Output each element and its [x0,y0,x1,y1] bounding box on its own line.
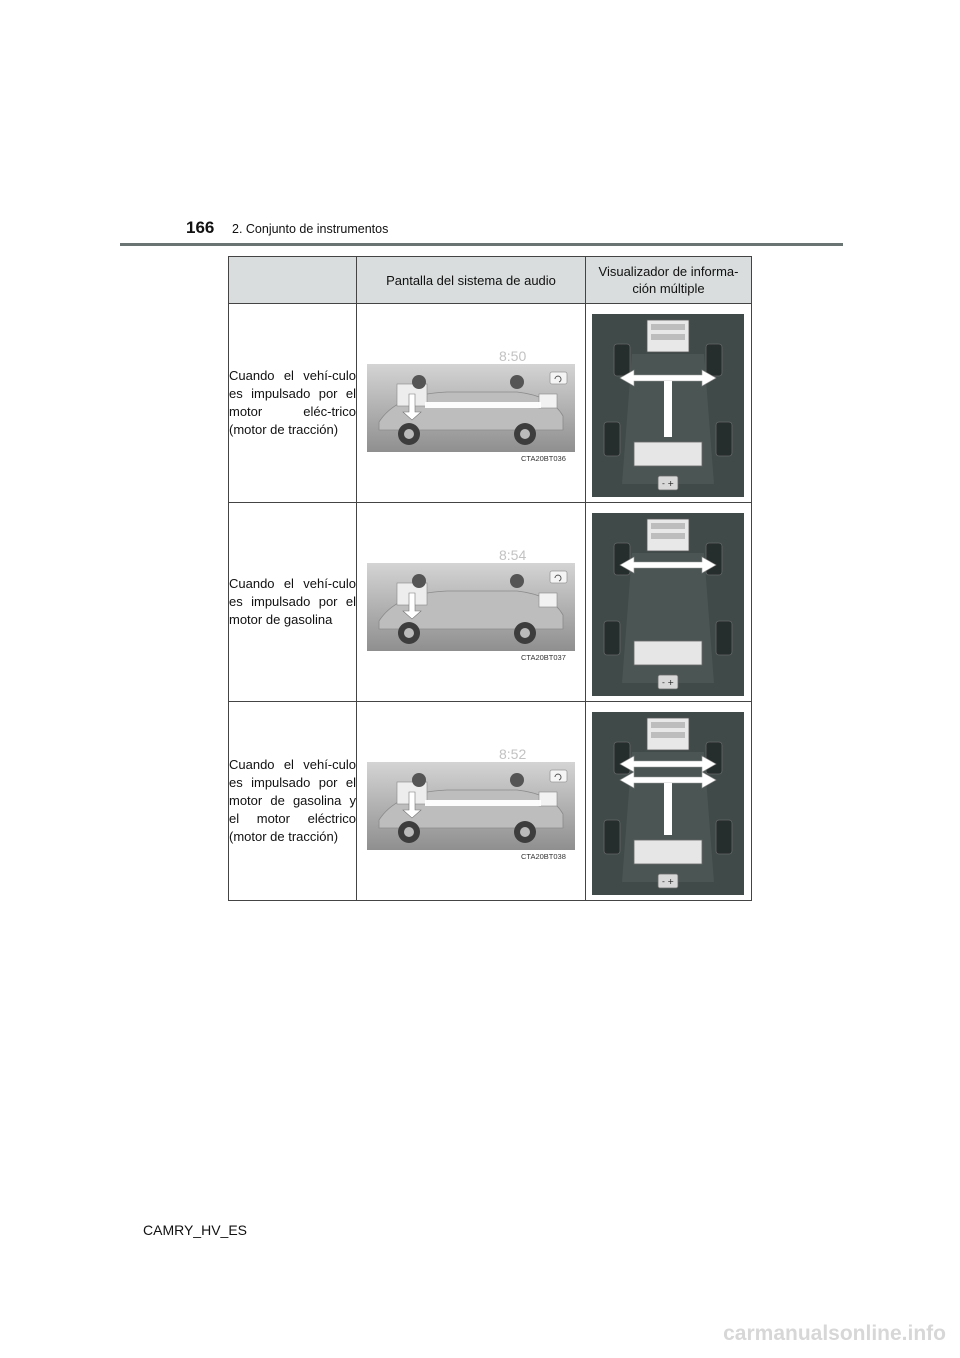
svg-text:- +: - + [662,479,675,488]
table-header-row [229,257,752,304]
chapter-title: 2. Conjunto de instrumentos [232,222,389,236]
multi-info-display-cell [586,304,752,503]
back-icon [550,571,567,583]
header-multi-info-display: Visualizador de informa- ción múltiple [586,257,752,304]
audio-energy-screen [367,762,575,850]
multi-info-display-cell [586,702,752,901]
svg-text:- +: - + [662,877,675,886]
figure-code: CTA20BT037 [521,653,566,662]
header-audio-display: Pantalla del sistema de audio [357,257,586,304]
svg-text:- +: - + [662,678,675,687]
table-row [229,304,752,503]
table-row [229,702,752,901]
audio-energy-screen [367,563,575,651]
audio-display-cell [357,304,586,503]
page-number: 166 [186,218,215,237]
header-cell-empty [229,257,357,304]
figure-code: CTA20BT038 [521,852,566,861]
model-code: CAMRY_HV_ES [143,1222,248,1238]
mode-description: Cuando el vehí-culo es impulsado por el motor de gasolina y el motor eléctrico (motor de tracción) [229,702,357,901]
clock-time: 8:54 [499,547,527,563]
hybrid-display-table [228,256,752,901]
clock-time: 8:52 [499,746,527,762]
audio-energy-screen [367,364,575,452]
multi-info-energy-screen [592,314,744,497]
multi-info-display-cell [586,503,752,702]
audio-display-cell [357,702,586,901]
back-icon [550,372,567,384]
figure-code: CTA20BT036 [521,454,566,463]
back-icon [550,770,567,782]
multi-info-energy-screen [592,712,744,895]
clock-time: 8:50 [499,348,527,364]
header-divider [120,243,843,246]
multi-info-energy-screen [592,513,744,696]
table-row [229,503,752,702]
watermark: carmanualsonline.info [723,1322,946,1345]
mode-description: Cuando el vehí-culo es impulsado por el motor eléc-trico (motor de tracción) [229,304,357,503]
mode-description: Cuando el vehí-culo es impulsado por el motor de gasolina [229,503,357,702]
audio-display-cell [357,503,586,702]
